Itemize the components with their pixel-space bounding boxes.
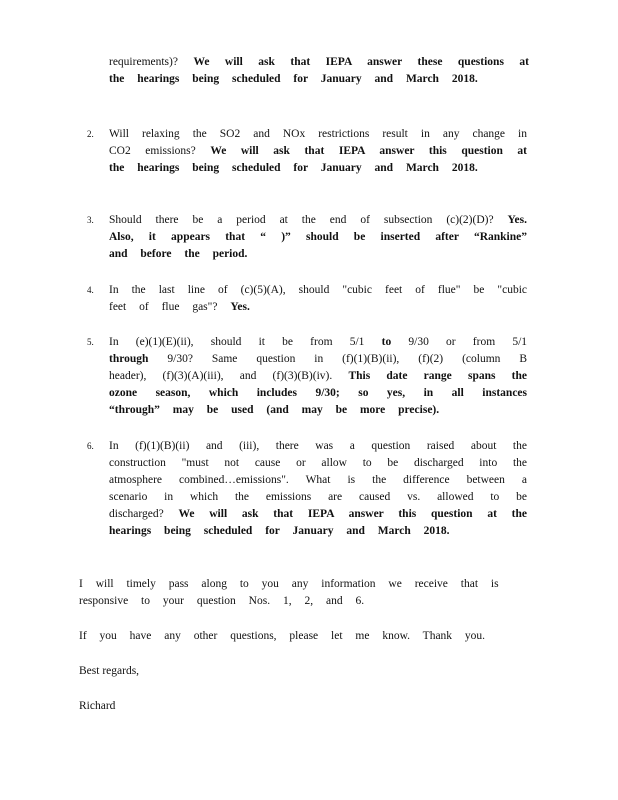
questions-text: If you have any other questions, please let me know. Thank you. (79, 630, 486, 642)
closing-paragraph (79, 576, 529, 610)
continuation-answer: We will ask that IEPA answer these questions at the hearings being scheduled for January and March 2018. (109, 56, 529, 85)
item-number: 3. (87, 215, 94, 225)
item-question-part-c: 9/30? Same question in (f)(1)(B)(ii), (f)(2) (column B header), (f)(3)(A)(iii), and (f)(3)(B)(iv). (109, 353, 528, 382)
item-number: 5. (87, 337, 94, 347)
questions-paragraph (79, 628, 529, 645)
signature-text: Richard (79, 700, 116, 712)
signature (79, 698, 529, 715)
item-number: 2. (87, 129, 94, 139)
closing-text: I will timely pass along to you any information we receive that is responsive to your question Nos. 1, 2, and 6. (79, 578, 499, 607)
continuation-text: requirements)? (109, 56, 178, 68)
item-answer: Yes. (230, 301, 250, 313)
item-answer: We will ask that IEPA answer this question at the hearings being scheduled for January and March 2018. (109, 508, 528, 537)
item-answer: We will ask that IEPA answer this question at the hearings being scheduled for January and March 2018. (109, 145, 528, 174)
item-bold-to: to (381, 336, 392, 348)
item-answer: This date range spans the ozone season, which includes 9/30; so yes, in all instances “through” may be used (and may be more precise). (109, 370, 527, 416)
continuation-paragraph (109, 54, 529, 88)
item-question: Will relaxing the SO2 and NOx restrictions result in any change in CO2 emissions? (109, 128, 527, 157)
item-question: In (f)(1)(B)(ii) and (iii), there was a question raised about the construction "must not cause or allow to be discharged into the atmosphere combined…emissions". What is the difference between a scenario in which the emissions are caused vs. allowed to be discharged? (109, 440, 527, 520)
salutation (79, 663, 529, 680)
item-number: 6. (87, 441, 94, 451)
item-question: In the last line of (c)(5)(A), should "cubic feet of flue" be "cubic feet of flue gas"? (109, 284, 527, 313)
item-answer: Yes. Also, it appears that “ )” should be inserted after “Rankine” and before the period. (109, 214, 528, 260)
item-question-part-b: 9/30 or from 5/1 (408, 336, 528, 348)
item-number: 4. (87, 285, 94, 295)
item-question-part-a: In (e)(1)(E)(ii), should it be from 5/1 (109, 336, 365, 348)
salutation-text: Best regards, (79, 665, 140, 677)
item-bold-through: through (109, 353, 149, 365)
item-question: Should there be a period at the end of subsection (c)(2)(D)? (109, 214, 494, 226)
